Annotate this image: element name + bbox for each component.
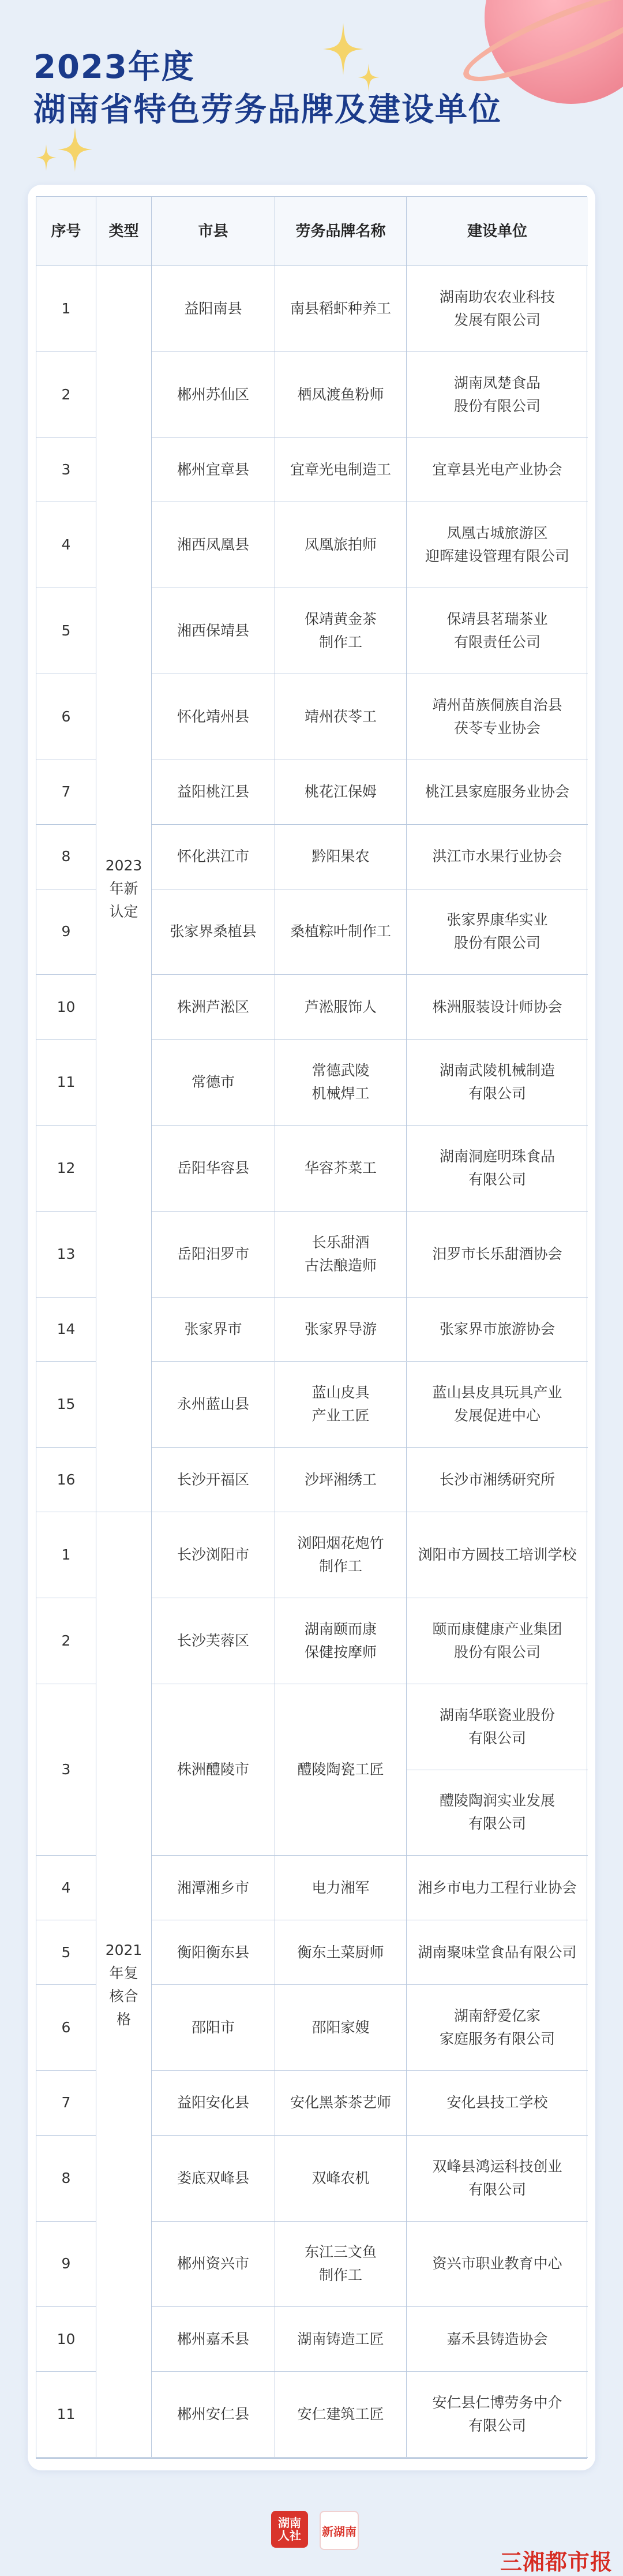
county-cell <box>152 1856 275 1920</box>
brand-name-cell-text: 浏阳烟花炮竹 制作工 <box>297 1535 384 1575</box>
construction-unit-cell-text: 湖南助农农业科技 发展有限公司 <box>439 288 555 328</box>
construction-unit-cell <box>407 975 588 1040</box>
row-number-cell <box>36 502 96 588</box>
construction-unit-cell <box>407 1298 588 1362</box>
row-number-cell <box>36 760 96 825</box>
row-number-cell-text: 10 <box>57 998 76 1015</box>
county-cell <box>152 1362 275 1448</box>
county-cell-text: 湘潭湘乡市 <box>177 1879 249 1896</box>
row-number-cell-text: 14 <box>57 1321 76 1338</box>
county-cell-text: 娄底双峰县 <box>177 2169 249 2186</box>
county-cell <box>152 1448 275 1512</box>
brand-name-cell-text: 安仁建筑工匠 <box>297 2406 384 2423</box>
construction-unit-cell <box>407 352 588 438</box>
row-number-cell-text: 8 <box>61 848 71 865</box>
brand-name-cell <box>275 1856 407 1920</box>
row-number-cell-text: 7 <box>61 783 71 801</box>
table-header-cell <box>407 197 588 266</box>
hunan-hrss-logo: 湖南 人社 <box>271 2511 308 2548</box>
county-cell-text: 郴州资兴市 <box>177 2255 249 2272</box>
brand-name-cell <box>275 438 407 503</box>
construction-unit-cell <box>407 2136 588 2222</box>
footer <box>0 2499 623 2575</box>
page-title: 湖南省特色劳务品牌及建设单位 <box>33 91 502 129</box>
county-cell <box>152 502 275 588</box>
county-cell <box>152 2222 275 2308</box>
row-number-cell <box>36 1920 96 1985</box>
county-cell <box>152 352 275 438</box>
sparkle-icon <box>58 127 92 172</box>
construction-unit-cell-text: 宜章县光电产业协会 <box>432 461 562 478</box>
brand-name-cell-text: 邵阳家嫂 <box>312 2018 370 2036</box>
row-number-cell <box>36 1985 96 2071</box>
construction-unit-cell-text: 靖州苗族侗族自治县 茯苓专业协会 <box>432 696 562 736</box>
table-header-cell-text: 劳务品牌名称 <box>295 222 386 240</box>
table-header-cell-text: 市县 <box>198 222 228 240</box>
brand-name-cell <box>275 2136 407 2222</box>
county-cell <box>152 1920 275 1985</box>
brand-name-cell <box>275 1448 407 1512</box>
county-cell-text: 株洲醴陵市 <box>177 1761 249 1778</box>
county-cell-text: 怀化洪江市 <box>177 848 249 865</box>
row-number-cell <box>36 2222 96 2308</box>
brand-name-cell-text: 黔阳果农 <box>312 848 370 865</box>
sparkle-icon <box>36 144 57 171</box>
county-cell <box>152 760 275 825</box>
county-cell <box>152 1040 275 1126</box>
row-number-cell-text: 2 <box>61 1632 71 1649</box>
construction-unit-cell <box>407 1920 588 1985</box>
construction-unit-cell-text: 嘉禾县铸造协会 <box>446 2330 548 2347</box>
row-number-cell-text: 11 <box>57 1074 76 1091</box>
county-cell-text: 长沙浏阳市 <box>177 1546 249 1564</box>
header-banner <box>0 0 623 190</box>
construction-unit-cell <box>407 1126 588 1212</box>
row-number-cell-text: 10 <box>57 2330 76 2347</box>
row-number-cell <box>36 2071 96 2136</box>
brand-name-cell-text: 衡东土菜厨师 <box>297 1943 384 1961</box>
row-number-cell-text: 11 <box>57 2406 76 2423</box>
county-cell <box>152 2071 275 2136</box>
construction-unit-cell <box>407 438 588 503</box>
brand-name-cell-text: 长乐甜酒 古法酿造师 <box>304 1233 377 1274</box>
brand-name-cell-text: 常德武陵 机械焊工 <box>312 1062 370 1102</box>
row-number-cell-text: 1 <box>61 300 71 317</box>
brand-name-cell <box>275 2071 407 2136</box>
construction-unit-cell <box>407 588 588 674</box>
county-cell <box>152 1598 275 1684</box>
table-header-cell <box>152 197 275 266</box>
construction-unit-cell-text: 湖南舒爱亿家 家庭服务有限公司 <box>439 2007 555 2047</box>
brand-name-cell <box>275 352 407 438</box>
brand-name-cell-text: 靖州茯苓工 <box>304 708 377 725</box>
row-number-cell <box>36 1362 96 1448</box>
row-number-cell <box>36 1298 96 1362</box>
construction-unit-cell-text: 张家界康华实业 股份有限公司 <box>446 911 548 952</box>
county-cell-text: 郴州宜章县 <box>177 461 249 478</box>
construction-unit-cell-text: 株洲服装设计师协会 <box>432 998 562 1015</box>
county-cell-text: 湘西凤凰县 <box>177 536 249 554</box>
row-number-cell <box>36 1512 96 1598</box>
brand-name-cell <box>275 674 407 760</box>
county-cell <box>152 1985 275 2071</box>
construction-unit-cell-text: 桃江县家庭服务业协会 <box>425 783 569 801</box>
brand-name-cell <box>275 1040 407 1126</box>
construction-unit-cell-text: 颐而康健康产业集团 股份有限公司 <box>432 1620 562 1661</box>
construction-unit-cell <box>407 2222 588 2308</box>
row-number-cell-text: 2 <box>61 386 71 403</box>
brand-name-cell <box>275 2307 407 2372</box>
county-cell-text: 永州蓝山县 <box>177 1396 249 1413</box>
brand-name-cell <box>275 502 407 588</box>
construction-unit-cell <box>407 1684 588 1770</box>
county-cell <box>152 825 275 889</box>
row-number-cell <box>36 825 96 889</box>
brand-name-cell <box>275 889 407 975</box>
row-number-cell <box>36 1212 96 1298</box>
construction-unit-cell-text: 湖南聚味堂食品有限公司 <box>418 1943 577 1961</box>
brand-name-cell-text: 沙坪湘绣工 <box>304 1471 377 1488</box>
brand-name-cell <box>275 1298 407 1362</box>
county-cell <box>152 1512 275 1598</box>
county-cell <box>152 438 275 503</box>
row-number-cell <box>36 1448 96 1512</box>
construction-unit-cell-text: 安化县技工学校 <box>446 2094 548 2111</box>
brand-name-cell-text: 宜章光电制造工 <box>290 461 391 478</box>
brand-name-cell <box>275 825 407 889</box>
construction-unit-cell <box>407 1512 588 1598</box>
construction-unit-cell <box>407 2071 588 2136</box>
brand-name-cell-text: 安化黑茶茶艺师 <box>290 2094 391 2111</box>
row-number-cell-text: 6 <box>61 2018 71 2036</box>
construction-unit-cell <box>407 2307 588 2372</box>
row-number-cell <box>36 1598 96 1684</box>
brand-name-cell-text: 华容芥菜工 <box>304 1159 377 1176</box>
brand-name-cell <box>275 1920 407 1985</box>
row-number-cell-text: 9 <box>61 2255 71 2272</box>
county-cell-text: 岳阳华容县 <box>177 1159 249 1176</box>
county-cell-text: 湘西保靖县 <box>177 622 249 640</box>
construction-unit-cell <box>407 1985 588 2071</box>
row-number-cell <box>36 588 96 674</box>
row-number-cell-text: 4 <box>61 1879 71 1896</box>
construction-unit-cell <box>407 1212 588 1298</box>
construction-unit-cell-text: 湖南凤楚食品 股份有限公司 <box>453 374 541 414</box>
row-number-cell <box>36 266 96 352</box>
brand-name-cell <box>275 1598 407 1684</box>
type-cell-text: 2023 年新 认定 <box>105 857 142 921</box>
county-cell <box>152 975 275 1040</box>
construction-unit-cell-text: 张家界市旅游协会 <box>439 1321 555 1338</box>
row-number-cell-text: 9 <box>61 923 71 940</box>
county-cell <box>152 2372 275 2458</box>
brand-name-cell <box>275 760 407 825</box>
row-number-cell <box>36 975 96 1040</box>
brand-name-cell <box>275 1362 407 1448</box>
brand-name-cell-text: 电力湘军 <box>312 1879 370 1896</box>
county-cell <box>152 588 275 674</box>
county-cell <box>152 266 275 352</box>
brand-name-cell-text: 保靖黄金茶 制作工 <box>304 611 377 651</box>
row-number-cell-text: 16 <box>57 1471 76 1488</box>
construction-unit-cell-text: 湘乡市电力工程行业协会 <box>418 1879 577 1896</box>
row-number-cell-text: 5 <box>61 1943 71 1961</box>
page-title-year: 2023年度 <box>33 48 195 86</box>
row-number-cell-text: 5 <box>61 622 71 640</box>
brand-name-cell <box>275 1512 407 1598</box>
county-cell <box>152 889 275 975</box>
construction-unit-cell-text: 洪江市水果行业协会 <box>432 848 562 865</box>
row-number-cell <box>36 352 96 438</box>
construction-unit-cell-text: 醴陵陶润实业发展 有限公司 <box>439 1792 555 1833</box>
row-number-cell-text: 8 <box>61 2169 71 2186</box>
brand-name-cell-text: 芦淞服饰人 <box>304 998 377 1015</box>
row-number-cell <box>36 2307 96 2372</box>
construction-unit-cell <box>407 825 588 889</box>
county-cell <box>152 1212 275 1298</box>
table-header-cell-text: 序号 <box>51 222 81 240</box>
construction-unit-cell-text: 凤凰古城旅游区 迎晖建设管理有限公司 <box>425 525 569 565</box>
construction-unit-cell-text: 湖南武陵机械制造 有限公司 <box>439 1062 555 1102</box>
county-cell-text: 益阳桃江县 <box>177 783 249 801</box>
county-cell-text: 益阳南县 <box>184 300 242 317</box>
brand-name-cell <box>275 266 407 352</box>
brand-name-cell <box>275 1126 407 1212</box>
county-cell-text: 岳阳汨罗市 <box>177 1245 249 1262</box>
row-number-cell <box>36 1856 96 1920</box>
county-cell <box>152 1684 275 1856</box>
construction-unit-cell <box>407 889 588 975</box>
construction-unit-cell <box>407 266 588 352</box>
row-number-cell <box>36 889 96 975</box>
construction-unit-cell-text: 湖南华联瓷业股份 有限公司 <box>439 1706 555 1747</box>
brand-table <box>36 196 587 2459</box>
row-number-cell <box>36 1684 96 1856</box>
brand-name-cell <box>275 588 407 674</box>
brand-name-cell <box>275 2222 407 2308</box>
construction-unit-cell <box>407 2372 588 2458</box>
construction-unit-cell <box>407 674 588 760</box>
brand-name-cell-text: 张家界导游 <box>304 1321 377 1338</box>
construction-unit-cell-text: 双峰县鸿运科技创业 有限公司 <box>432 2158 562 2198</box>
brand-name-cell-text: 湖南颐而康 保健按摩师 <box>304 1620 377 1661</box>
county-cell <box>152 2307 275 2372</box>
type-cell-text: 2021 年复 核合 格 <box>105 1941 142 2028</box>
row-number-cell <box>36 1126 96 1212</box>
brand-name-cell-text: 栖凤渡鱼粉师 <box>297 386 384 403</box>
county-cell-text: 怀化靖州县 <box>177 708 249 725</box>
county-cell-text: 郴州安仁县 <box>177 2406 249 2423</box>
brand-name-cell-text: 桑植粽叶制作工 <box>290 923 391 940</box>
county-cell-text: 张家界桑植县 <box>170 923 257 940</box>
county-cell-text: 张家界市 <box>184 1321 242 1338</box>
type-cell <box>96 266 152 1512</box>
county-cell-text: 邵阳市 <box>191 2018 235 2036</box>
row-number-cell-text: 3 <box>61 1761 71 1778</box>
county-cell <box>152 1126 275 1212</box>
county-cell-text: 益阳安化县 <box>177 2094 249 2111</box>
county-cell <box>152 674 275 760</box>
row-number-cell-text: 4 <box>61 536 71 554</box>
new-hunan-logo: 新湖南 <box>320 2511 359 2550</box>
row-number-cell-text: 3 <box>61 461 71 478</box>
construction-unit-cell <box>407 1362 588 1448</box>
county-cell <box>152 1298 275 1362</box>
publisher-brand: 三湘都市报 <box>500 2549 613 2575</box>
construction-unit-cell <box>407 1598 588 1684</box>
construction-unit-cell-text: 保靖县茗瑞茶业 有限责任公司 <box>446 611 548 651</box>
brand-name-cell-text: 蓝山皮具 产业工匠 <box>312 1384 370 1425</box>
county-cell-text: 株洲芦淞区 <box>177 998 249 1015</box>
type-cell <box>96 1512 152 2458</box>
row-number-cell <box>36 2372 96 2458</box>
table-header-cell <box>36 197 96 266</box>
brand-name-cell-text: 南县稻虾种养工 <box>290 300 391 317</box>
row-number-cell <box>36 1040 96 1126</box>
table-header-cell <box>96 197 152 266</box>
row-number-cell-text: 12 <box>57 1159 76 1176</box>
county-cell-text: 常德市 <box>191 1074 235 1091</box>
construction-unit-cell <box>407 1856 588 1920</box>
construction-unit-cell-text: 湖南洞庭明珠食品 有限公司 <box>439 1147 555 1188</box>
construction-unit-cell <box>407 1448 588 1512</box>
row-number-cell-text: 15 <box>57 1396 76 1413</box>
brand-name-cell-text: 凤凰旅拍师 <box>304 536 377 554</box>
county-cell-text: 长沙开福区 <box>177 1471 249 1488</box>
brand-name-cell <box>275 1212 407 1298</box>
construction-unit-cell-text: 安仁县仁博劳务中介 有限公司 <box>432 2394 562 2435</box>
county-cell-text: 郴州嘉禾县 <box>177 2330 249 2347</box>
county-cell <box>152 2136 275 2222</box>
row-number-cell <box>36 674 96 760</box>
construction-unit-cell <box>407 1040 588 1126</box>
brand-name-cell-text: 湖南铸造工匠 <box>297 2330 384 2347</box>
brand-name-cell-text: 醴陵陶瓷工匠 <box>297 1761 384 1778</box>
table-header-cell <box>275 197 407 266</box>
construction-unit-cell-text: 资兴市职业教育中心 <box>432 2255 562 2272</box>
brand-name-cell <box>275 975 407 1040</box>
brand-name-cell <box>275 2372 407 2458</box>
row-number-cell <box>36 438 96 503</box>
construction-unit-cell-text: 汨罗市长乐甜酒协会 <box>432 1245 562 1262</box>
brand-name-cell-text: 东江三文鱼 制作工 <box>304 2244 377 2284</box>
construction-unit-cell-text: 长沙市湘绣研究所 <box>439 1471 555 1488</box>
brand-name-cell-text: 双峰农机 <box>312 2169 370 2186</box>
county-cell-text: 衡阳衡东县 <box>177 1943 249 1961</box>
row-number-cell-text: 6 <box>61 708 71 725</box>
row-number-cell-text: 13 <box>57 1245 76 1262</box>
table-header-cell-text: 类型 <box>108 222 139 240</box>
table-header-cell-text: 建设单位 <box>467 222 527 240</box>
brand-name-cell <box>275 1684 407 1856</box>
row-number-cell-text: 7 <box>61 2094 71 2111</box>
row-number-cell-text: 1 <box>61 1546 71 1564</box>
row-number-cell <box>36 2136 96 2222</box>
county-cell-text: 郴州苏仙区 <box>177 386 249 403</box>
brand-name-cell <box>275 1985 407 2071</box>
construction-unit-cell-text: 蓝山县皮具玩具产业 发展促进中心 <box>432 1384 562 1425</box>
construction-unit-cell <box>407 1770 588 1856</box>
construction-unit-cell <box>407 760 588 825</box>
brand-name-cell-text: 桃花江保姆 <box>304 783 377 801</box>
construction-unit-cell <box>407 502 588 588</box>
county-cell-text: 长沙芙蓉区 <box>177 1632 249 1649</box>
construction-unit-cell-text: 浏阳市方圆技工培训学校 <box>418 1546 577 1564</box>
